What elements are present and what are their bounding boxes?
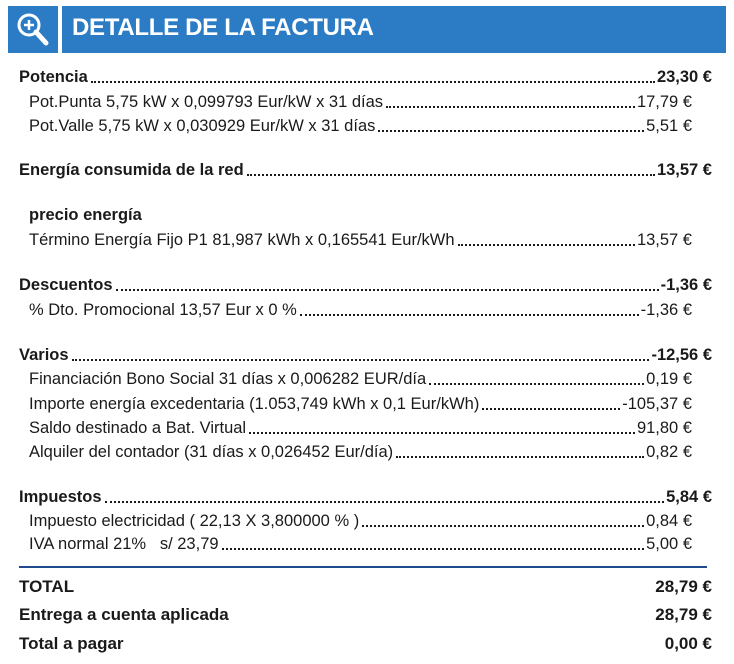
section-varios	[19, 345, 712, 365]
total-row	[19, 577, 712, 597]
section-value: -12,56 €	[651, 346, 712, 364]
total-a-pagar-row	[19, 634, 712, 654]
dot-leader	[105, 501, 665, 503]
dot-leader	[429, 383, 644, 385]
item-value: -105,37 €	[622, 395, 692, 413]
line-item	[29, 511, 692, 531]
line-item	[29, 116, 692, 136]
item-value: 91,80 €	[636, 419, 692, 437]
totals-divider	[19, 566, 707, 568]
item-label: Pot.Valle 5,75 kW x 0,030929 Eur/kW x 31 días	[29, 117, 376, 135]
line-item	[29, 230, 692, 250]
section-value: -1,36 €	[660, 276, 712, 294]
dot-leader	[362, 525, 644, 527]
section-potencia	[19, 67, 712, 87]
item-label: Saldo destinado a Bat. Virtual	[29, 419, 247, 437]
section-label: Descuentos	[19, 276, 113, 294]
section-label: Impuestos	[19, 488, 102, 506]
item-label: Pot.Punta 5,75 kW x 0,099793 Eur/kW x 31 días	[29, 93, 384, 111]
total-value: 28,79 €	[655, 577, 712, 596]
dot-leader	[72, 359, 650, 361]
item-value: 13,57 €	[636, 231, 692, 249]
line-item	[29, 418, 692, 438]
line-item	[29, 369, 692, 389]
line-item	[29, 300, 692, 320]
dot-leader	[249, 432, 635, 434]
item-value: 0,84 €	[646, 512, 692, 530]
entrega-row	[19, 605, 712, 625]
dot-leader	[482, 408, 620, 410]
line-item	[29, 394, 692, 414]
dot-leader	[300, 314, 639, 316]
item-label: Financiación Bono Social 31 días x 0,006282 EUR/día	[29, 370, 427, 388]
subheading-precio-energia: precio energía	[29, 206, 142, 224]
entrega-value: 28,79 €	[655, 605, 712, 624]
line-item	[29, 442, 692, 462]
dot-leader	[91, 81, 655, 83]
section-value: 5,84 €	[666, 488, 712, 506]
zoom-in-icon	[8, 6, 58, 53]
dot-leader	[396, 456, 644, 458]
item-label: Importe energía excedentaria (1.053,749 kWh x 0,1 Eur/kWh)	[29, 395, 480, 413]
dot-leader	[116, 289, 659, 291]
dot-leader	[378, 130, 644, 132]
section-label: Energía consumida de la red	[19, 161, 244, 179]
item-value: 17,79 €	[636, 93, 692, 111]
line-item	[29, 534, 692, 554]
entrega-label: Entrega a cuenta aplicada	[19, 605, 229, 624]
dot-leader	[458, 244, 635, 246]
item-value: 5,51 €	[646, 117, 692, 135]
item-label: Término Energía Fijo P1 81,987 kWh x 0,165541 Eur/kWh	[29, 231, 455, 249]
page-title: DETALLE DE LA FACTURA	[72, 14, 374, 41]
section-value: 23,30 €	[656, 68, 712, 86]
total-a-pagar-label: Total a pagar	[19, 634, 124, 653]
item-value: 0,19 €	[646, 370, 692, 388]
section-value: 13,57 €	[656, 161, 712, 179]
item-value: 0,82 €	[646, 443, 692, 461]
item-label: % Dto. Promocional 13,57 Eur x 0 %	[29, 301, 297, 319]
dot-leader	[222, 548, 645, 550]
section-descuentos	[19, 275, 712, 295]
item-label: Impuesto electricidad ( 22,13 X 3,800000 % )	[29, 512, 360, 530]
dot-leader	[386, 106, 635, 108]
item-value: 5,00 €	[646, 535, 692, 553]
section-label: Potencia	[19, 68, 88, 86]
total-a-pagar-value: 0,00 €	[664, 634, 712, 653]
dot-leader	[247, 174, 655, 176]
item-label: Alquiler del contador (31 días x 0,026452 Eur/día)	[29, 443, 394, 461]
section-impuestos	[19, 487, 712, 507]
section-label: Varios	[19, 346, 69, 364]
item-value: -1,36 €	[640, 301, 692, 319]
line-item	[29, 92, 692, 112]
total-label: TOTAL	[19, 577, 75, 596]
item-label: IVA normal 21% s/ 23,79	[29, 535, 219, 553]
section-energia	[19, 160, 712, 180]
